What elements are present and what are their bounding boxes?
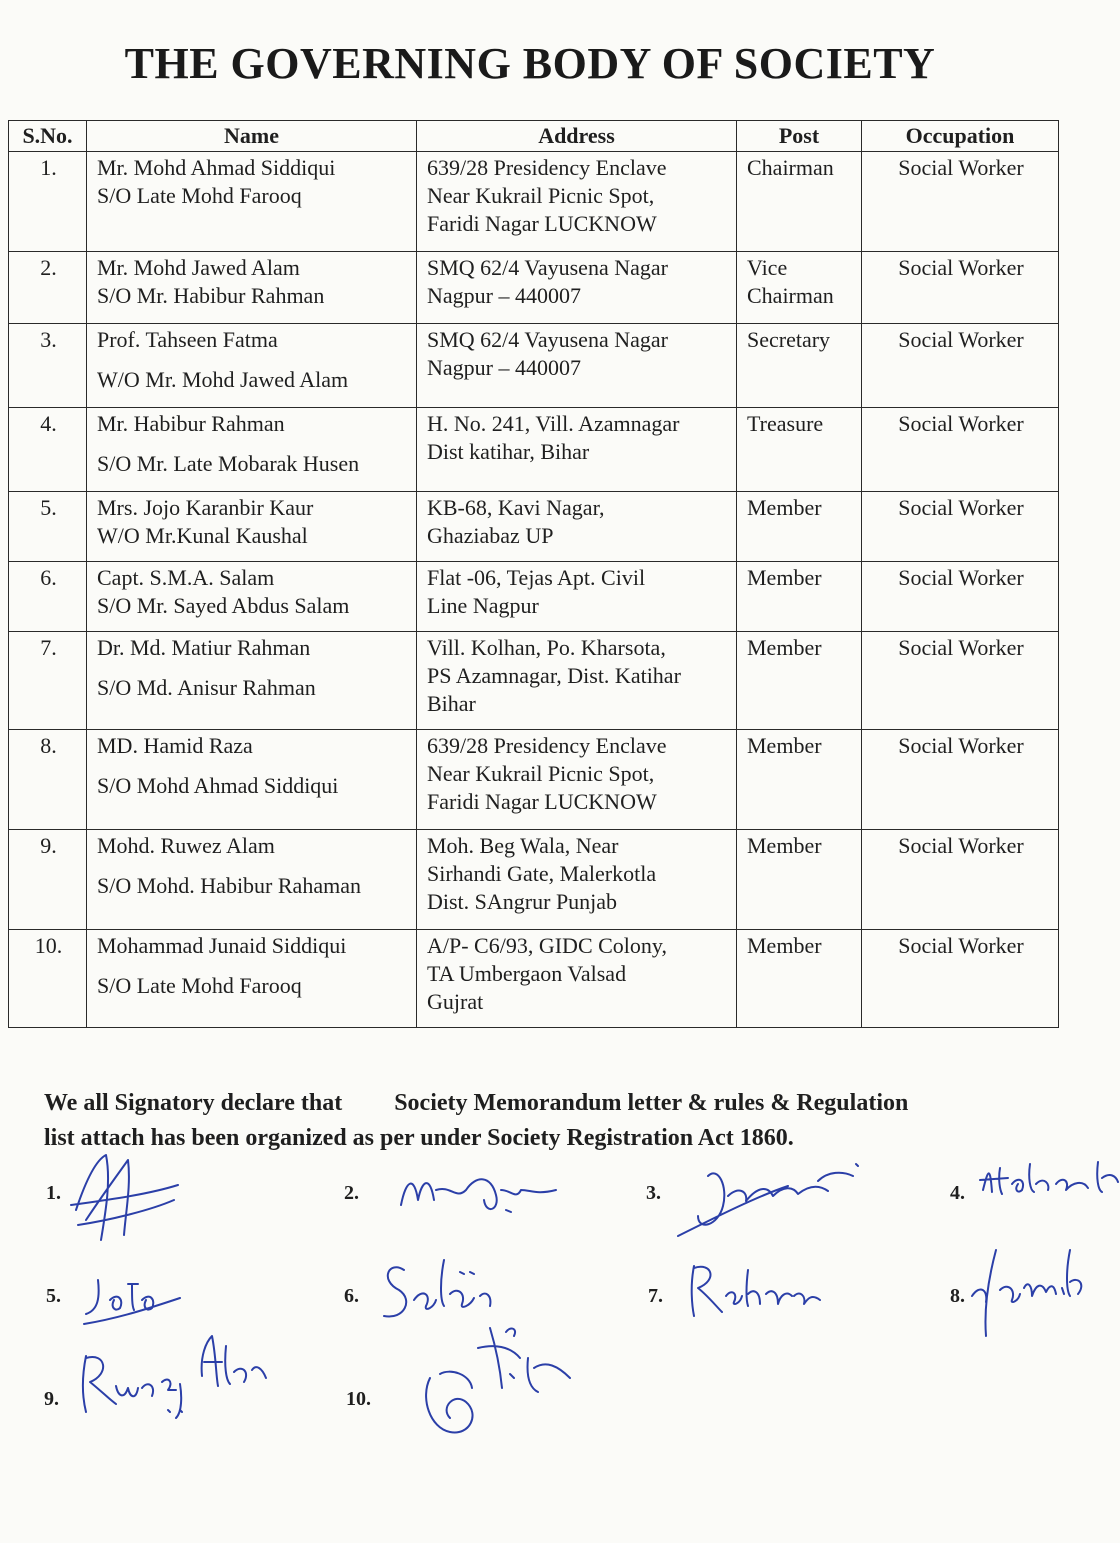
address-line: Line Nagpur <box>427 593 539 618</box>
address-line: Nagpur – 440007 <box>427 355 581 380</box>
member-name: Mrs. Jojo Karanbir Kaur <box>97 495 314 520</box>
post-line: Vice <box>747 255 788 280</box>
cell-occupation: Social Worker <box>862 930 1059 1028</box>
declaration-line-2: list attach has been organized as per under Society Registration Act 1860. <box>44 1125 794 1151</box>
declaration-text-part1: We all Signatory declare that <box>44 1090 343 1116</box>
cell-occupation: Social Worker <box>862 252 1059 324</box>
signature-number: 6. <box>344 1285 359 1307</box>
signature-number: 9. <box>44 1388 59 1410</box>
cell-occupation: Social Worker <box>862 632 1059 730</box>
member-relation: S/O Late Mohd Farooq <box>97 183 302 208</box>
cell-occupation: Social Worker <box>862 562 1059 632</box>
member-relation: S/O Mr. Habibur Rahman <box>97 283 325 308</box>
signature-7-image <box>682 1256 832 1326</box>
signature-3-image <box>668 1156 868 1251</box>
signature-10-image <box>410 1318 580 1448</box>
cell-occupation: Social Worker <box>862 730 1059 830</box>
post-line: Chairman <box>747 283 834 308</box>
address-line: TA Umbergaon Valsad <box>427 961 627 986</box>
post-line: Treasure <box>747 411 824 436</box>
signature-number: 2. <box>344 1182 359 1204</box>
post-line: Member <box>747 635 822 660</box>
signature-9-image <box>72 1326 272 1426</box>
member-relation: S/O Mohd. Habibur Rahaman <box>97 873 361 898</box>
address-line: 639/28 Presidency Enclave <box>427 733 667 758</box>
cell-sno: 8. <box>9 730 87 830</box>
address-line: Gujrat <box>427 989 484 1014</box>
member-name: Capt. S.M.A. Salam <box>97 565 275 590</box>
post-line: Secretary <box>747 327 831 352</box>
address-line: SMQ 62/4 Vayusena Nagar <box>427 327 668 352</box>
address-line: 639/28 Presidency Enclave <box>427 155 667 180</box>
signature-2-image <box>396 1160 566 1230</box>
signature-number: 10. <box>346 1388 371 1410</box>
member-relation: S/O Mr. Late Mobarak Husen <box>97 451 360 476</box>
address-line: Near Kukrail Picnic Spot, <box>427 183 655 208</box>
address-line: Bihar <box>427 691 476 716</box>
col-header-occupation: Occupation <box>862 121 1059 152</box>
post-line: Chairman <box>747 155 834 180</box>
address-line: Dist katihar, Bihar <box>427 439 590 464</box>
signature-number: 1. <box>46 1182 61 1204</box>
signature-number: 5. <box>46 1285 61 1307</box>
member-relation: W/O Mr. Mohd Jawed Alam <box>97 367 349 392</box>
member-name: Prof. Tahseen Fatma <box>97 327 278 352</box>
cell-sno: 3. <box>9 324 87 408</box>
address-line: Ghaziabaz UP <box>427 523 554 548</box>
cell-sno: 9. <box>9 830 87 930</box>
signature-1-image <box>66 1150 186 1250</box>
address-line: Vill. Kolhan, Po. Kharsota, <box>427 635 666 660</box>
declaration-text-part2: Society Memorandum letter & rules & Regulation <box>394 1090 909 1116</box>
member-relation: S/O Mohd Ahmad Siddiqui <box>97 773 339 798</box>
post-line: Member <box>747 733 822 758</box>
member-name: Mr. Mohd Jawed Alam <box>97 255 300 280</box>
cell-sno: 7. <box>9 632 87 730</box>
cell-occupation: Social Worker <box>862 324 1059 408</box>
member-name: Mohd. Ruwez Alam <box>97 833 275 858</box>
address-line: KB-68, Kavi Nagar, <box>427 495 605 520</box>
col-header-name: Name <box>87 121 417 152</box>
post-line: Member <box>747 495 822 520</box>
signature-8-image <box>966 1240 1096 1340</box>
address-line: Dist. SAngrur Punjab <box>427 889 618 914</box>
address-line: Near Kukrail Picnic Spot, <box>427 761 655 786</box>
member-name: MD. Hamid Raza <box>97 733 253 758</box>
signature-number: 8. <box>950 1285 965 1307</box>
signature-number: 3. <box>646 1182 661 1204</box>
signature-number: 4. <box>950 1182 965 1204</box>
address-line: Sirhandi Gate, Malerkotla <box>427 861 657 886</box>
member-name: Mr. Habibur Rahman <box>97 411 285 436</box>
address-line: Faridi Nagar LUCKNOW <box>427 211 657 236</box>
address-line: Moh. Beg Wala, Near <box>427 833 619 858</box>
cell-sno: 1. <box>9 152 87 252</box>
page-title: THE GOVERNING BODY OF SOCIETY <box>124 39 936 88</box>
address-line: SMQ 62/4 Vayusena Nagar <box>427 255 668 280</box>
member-name: Mr. Mohd Ahmad Siddiqui <box>97 155 336 180</box>
cell-occupation: Social Worker <box>862 492 1059 562</box>
col-header-post: Post <box>737 121 862 152</box>
address-line: H. No. 241, Vill. Azamnagar <box>427 411 680 436</box>
signature-number: 7. <box>648 1285 663 1307</box>
member-relation: S/O Late Mohd Farooq <box>97 973 302 998</box>
member-relation: S/O Md. Anisur Rahman <box>97 675 316 700</box>
address-line: PS Azamnagar, Dist. Katihar <box>427 663 681 688</box>
address-line: A/P- C6/93, GIDC Colony, <box>427 933 667 958</box>
member-name: Mohammad Junaid Siddiqui <box>97 933 347 958</box>
post-line: Member <box>747 933 822 958</box>
cell-sno: 4. <box>9 408 87 492</box>
address-line: Faridi Nagar LUCKNOW <box>427 789 657 814</box>
member-relation: W/O Mr.Kunal Kaushal <box>97 523 308 548</box>
address-line: Nagpur – 440007 <box>427 283 581 308</box>
address-line: Flat -06, Tejas Apt. Civil <box>427 565 646 590</box>
cell-sno: 6. <box>9 562 87 632</box>
post-line: Member <box>747 565 822 590</box>
cell-occupation: Social Worker <box>862 408 1059 492</box>
signature-4-image <box>978 1150 1120 1210</box>
col-header-sno: S.No. <box>9 121 87 152</box>
cell-sno: 5. <box>9 492 87 562</box>
cell-sno: 2. <box>9 252 87 324</box>
post-line: Member <box>747 833 822 858</box>
signature-5-image <box>80 1270 190 1330</box>
col-header-address: Address <box>417 121 737 152</box>
cell-sno: 10. <box>9 930 87 1028</box>
cell-occupation: Social Worker <box>862 152 1059 252</box>
member-name: Dr. Md. Matiur Rahman <box>97 635 311 660</box>
cell-occupation: Social Worker <box>862 830 1059 930</box>
member-relation: S/O Mr. Sayed Abdus Salam <box>97 593 350 618</box>
